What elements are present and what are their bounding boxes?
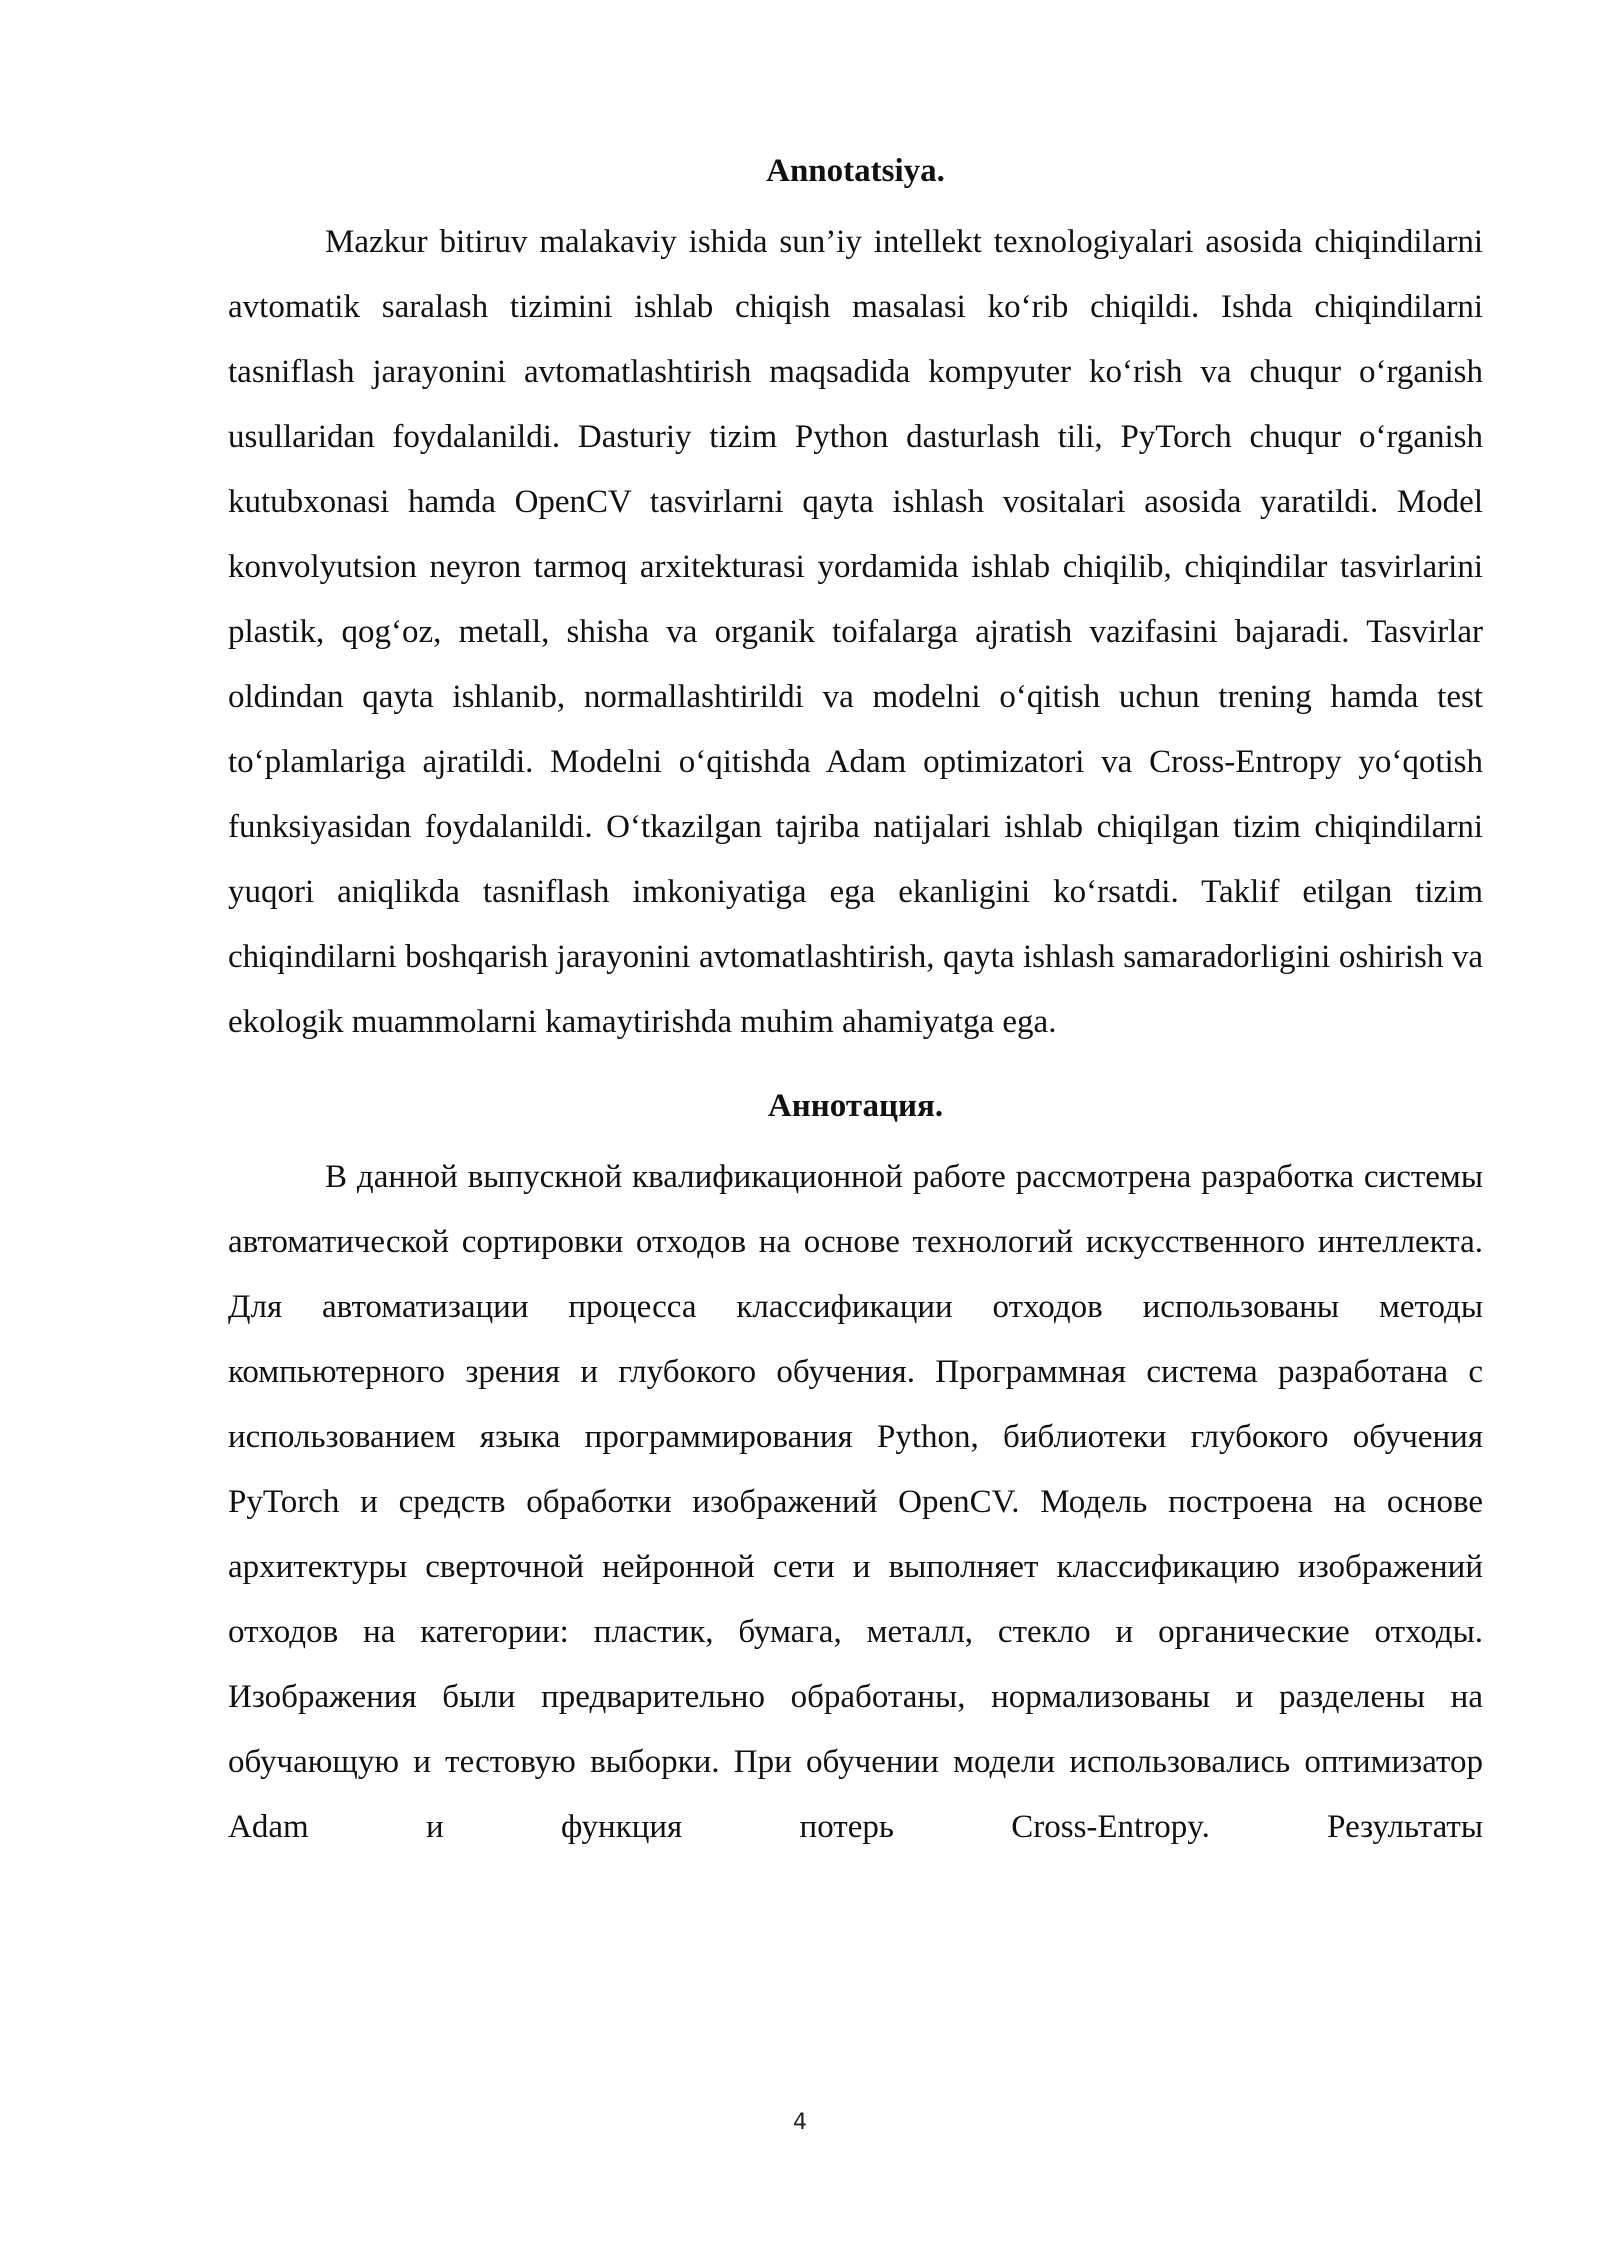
annotation-paragraph-ru: В данной выпускной квалификационной работе рассмотрена разработка системы автоматической сортировки отходов на основе технологий искусственного интеллекта. Для автоматизации процесса классификации отходов использованы методы компьютерного зрения и глубокого обучения. Программная система разработана с использованием языка программирования Python, библиотеки глубокого обучения PyTorch и средств обработки изображений OpenCV. Модель построена на основе архитектуры сверточной нейронной сети и выполняет классификацию изображений отходов на категории: пластик, бумага, металл, стекло и органические отходы. Изображения были предварительно обработаны, нормализованы и разделены на обучающую и тестовую выборки. При обучении модели использовались оптимизатор Adam и функция потерь Cross-Entropy. Результаты — [228, 1159, 1483, 1845]
page-number: 4 — [793, 2110, 807, 2135]
annotation-paragraph-uz: Mazkur bitiruv malakaviy ishida sun’iy intellekt texnologiyalari asosida chiqindilarni avtomatik saralash tizimini ishlab chiqish masalasi ko‘rib chiqildi. Ishda chiqindilarni tasniflash jarayonini avtomatlashtirish maqsadida kompyuter ko‘rish va chuqur o‘rganish usullaridan foydalanildi. Dasturiy tizim Python dasturlash tili, PyTorch chuqur o‘rganish kutubxonasi hamda OpenCV tasvirlarni qayta ishlash vositalari asosida yaratildi. Model konvolyutsion neyron tarmoq arxitekturasi yordamida ishlab chiqilib, chiqindilar tasvirlarini plastik, qog‘oz, metall, shisha va organik toifalarga ajratish vazifasini bajaradi. Tasvirlar oldindan qayta ishlanib, normallashtirildi va modelni o‘qitish uchun trening hamda test to‘plamlariga ajratildi. Modelni o‘qitishda Adam optimizatori va Cross-Entropy yo‘qotish funksiyasidan foydalanildi. O‘tkazilgan tajriba natijalari ishlab chiqilgan tizim chiqindilarni yuqori aniqlikda tasniflash imkoniyatiga ega ekanligini ko‘rsatdi. Taklif etilgan tizim chiqindilarni boshqarish jarayonini avtomatlashtirish, qayta ishlash samaradorligini oshirish va ekologik muammolarni kamaytirishda muhim ahamiyatga ega. — [228, 224, 1483, 1040]
annotation-title-uz: Annotatsiya. — [766, 153, 945, 189]
annotation-title-ru: Аннотация. — [767, 1088, 944, 1124]
page-content — [228, 146, 1483, 1860]
